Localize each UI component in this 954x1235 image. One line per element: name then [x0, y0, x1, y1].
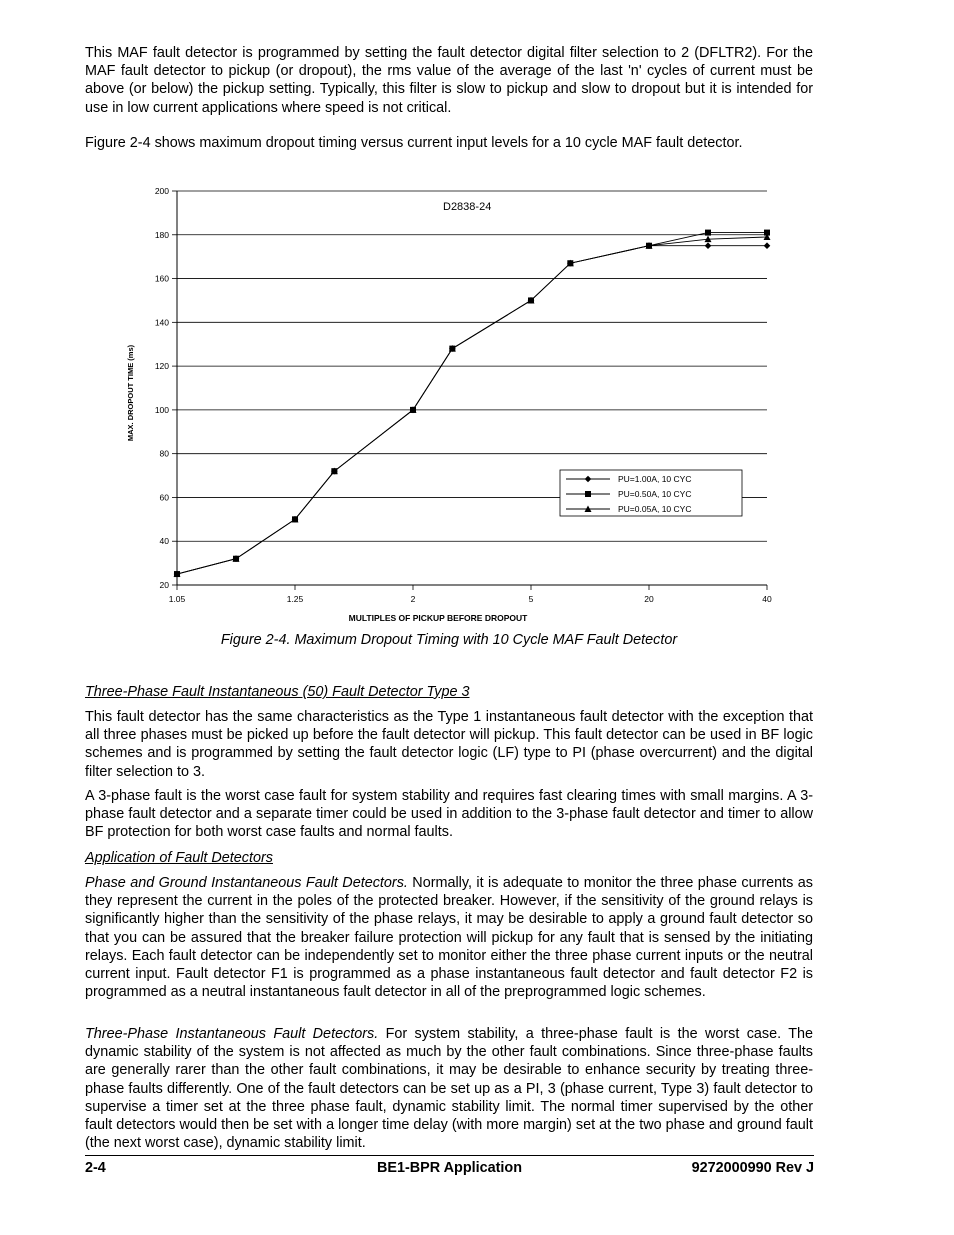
series-0-point-9 — [705, 242, 712, 249]
type3-paragraph-2: A 3-phase fault is the worst case fault for system stability and requires fast clearing times with small margins. A 3-phase fault detector and a separate timer could be used in addition to the 3-phase fault detector and timer to allow BF protection for both worst case faults and normal faults. — [85, 788, 813, 841]
x-tick-label-5: 40 — [762, 594, 772, 604]
footer-doc-number: 9272000990 Rev J — [691, 1160, 814, 1176]
y-axis-label: MAX. DROPOUT TIME (ms) — [126, 344, 135, 442]
phase-ground-lead: Phase and Ground Instantaneous Fault Detectors. — [85, 875, 408, 891]
y-tick-label-20: 20 — [159, 580, 169, 590]
legend-marker-1 — [585, 491, 591, 497]
x-tick-label-3: 5 — [528, 594, 534, 604]
heading-application: Application of Fault Detectors — [85, 850, 273, 866]
phase-ground-body: Normally, it is adequate to monitor the three phase currents as they represent the current in the poles of the protected breaker. However, if the sensitivity of the ground relays is significantly higher than the sensitivity of the phase relays, it may be desirable to apply a ground fault detector so that you can be assured that the breaker failure protection will pickup for any fault that is sensed by the initiating relays. Each fault detector can be independently set to monitor either the three phase current inputs or the neutral current input. Fault detector F1 is programmed as a phase instantaneous fault detector and fault detector F2 is programmed as a neutral instantaneous fault detector in all of the preprogrammed logic schemes. — [85, 875, 813, 1001]
series-line-1 — [177, 233, 767, 574]
y-tick-label-180: 180 — [154, 229, 169, 240]
x-tick-label-2: 2 — [410, 594, 416, 604]
dropout-timing-chart — [125, 178, 825, 628]
y-tick-label-120: 120 — [154, 361, 169, 372]
y-tick-label-140: 140 — [154, 317, 169, 328]
chart-annotation: D2838-24 — [443, 201, 492, 213]
type3-paragraph-1: This fault detector has the same characteristics as the Type 1 instantaneous fault detector with the exception that all three phases must be picked up before the fault detector will pickup. This fault detector can be used in BF logic schemes and is programmed by setting the fault detector logic (LF) type to PI (phase overcurrent) and the digital filter selection to 3. — [85, 709, 813, 780]
x-tick-labels — [169, 585, 772, 604]
chart-legend — [560, 470, 742, 516]
three-phase-inst-lead: Three-Phase Instantaneous Fault Detectors. — [85, 1026, 379, 1042]
y-tick-label-100: 100 — [154, 404, 169, 415]
phase-ground-paragraph — [85, 874, 813, 1001]
y-tick-labels — [155, 186, 177, 590]
series-layer — [174, 230, 771, 578]
series-line-2 — [177, 237, 767, 574]
three-phase-inst-body: For system stability, a three-phase fault is the worst case. The dynamic stability of the system is not affected as much by the other fault combinations. Since three-phase faults are generally rarer than the other fault combinations, it may be desirable to enhance security by treating three-phase faults differently. One of the fault detectors can be set up as a PI, 3 (phase current, Type 3) fault detector to supervise a timer set at the three phase fault, dynamic stability limit. The normal timer supervised by the other fault detectors would then be set with a longer time delay (with more margin) set at the two phase and ground fault (the next worst case), dynamic stability limit. — [85, 1026, 813, 1152]
three-phase-inst-paragraph — [85, 1025, 813, 1152]
y-tick-label-80: 80 — [159, 448, 169, 459]
footer-title: BE1-BPR Application — [377, 1160, 522, 1176]
x-tick-label-4: 20 — [644, 594, 654, 604]
legend-label-2: PU=0.05A, 10 CYC — [618, 504, 692, 514]
legend-label-0: PU=1.00A, 10 CYC — [618, 474, 692, 484]
y-tick-label-200: 200 — [154, 186, 169, 196]
figure-caption: Figure 2-4. Maximum Dropout Timing with 10 Cycle MAF Fault Detector — [220, 632, 678, 648]
x-tick-label-1: 1.25 — [286, 594, 304, 604]
footer-page-number: 2-4 — [85, 1160, 106, 1176]
figure-reference-paragraph: Figure 2-4 shows maximum dropout timing versus current input levels for a 10 cycle MAF fault detector. — [85, 135, 743, 151]
y-tick-label-160: 160 — [154, 273, 169, 284]
footer-rule — [85, 1155, 814, 1156]
y-tick-label-60: 60 — [159, 492, 169, 503]
series-0-point-10 — [764, 242, 771, 249]
x-tick-label-0: 1.05 — [168, 594, 186, 604]
x-axis-label: MULTIPLES OF PICKUP BEFORE DROPOUT — [348, 613, 528, 623]
heading-type3: Three-Phase Fault Instantaneous (50) Fault Detector Type 3 — [85, 684, 470, 700]
intro-paragraph: This MAF fault detector is programmed by setting the fault detector digital filter selection to 2 (DFLTR2). For the MAF fault detector to pickup (or dropout), the rms value of the average of the last 'n' cycles of current must be above (or below) the pickup setting. Typically, this filter is slow to pickup and slow to dropout but it is intended for use in low current applications where speed is not critical. — [85, 45, 813, 116]
legend-label-1: PU=0.50A, 10 CYC — [618, 489, 692, 499]
series-1-point-9 — [705, 230, 711, 236]
y-tick-label-40: 40 — [159, 536, 169, 547]
